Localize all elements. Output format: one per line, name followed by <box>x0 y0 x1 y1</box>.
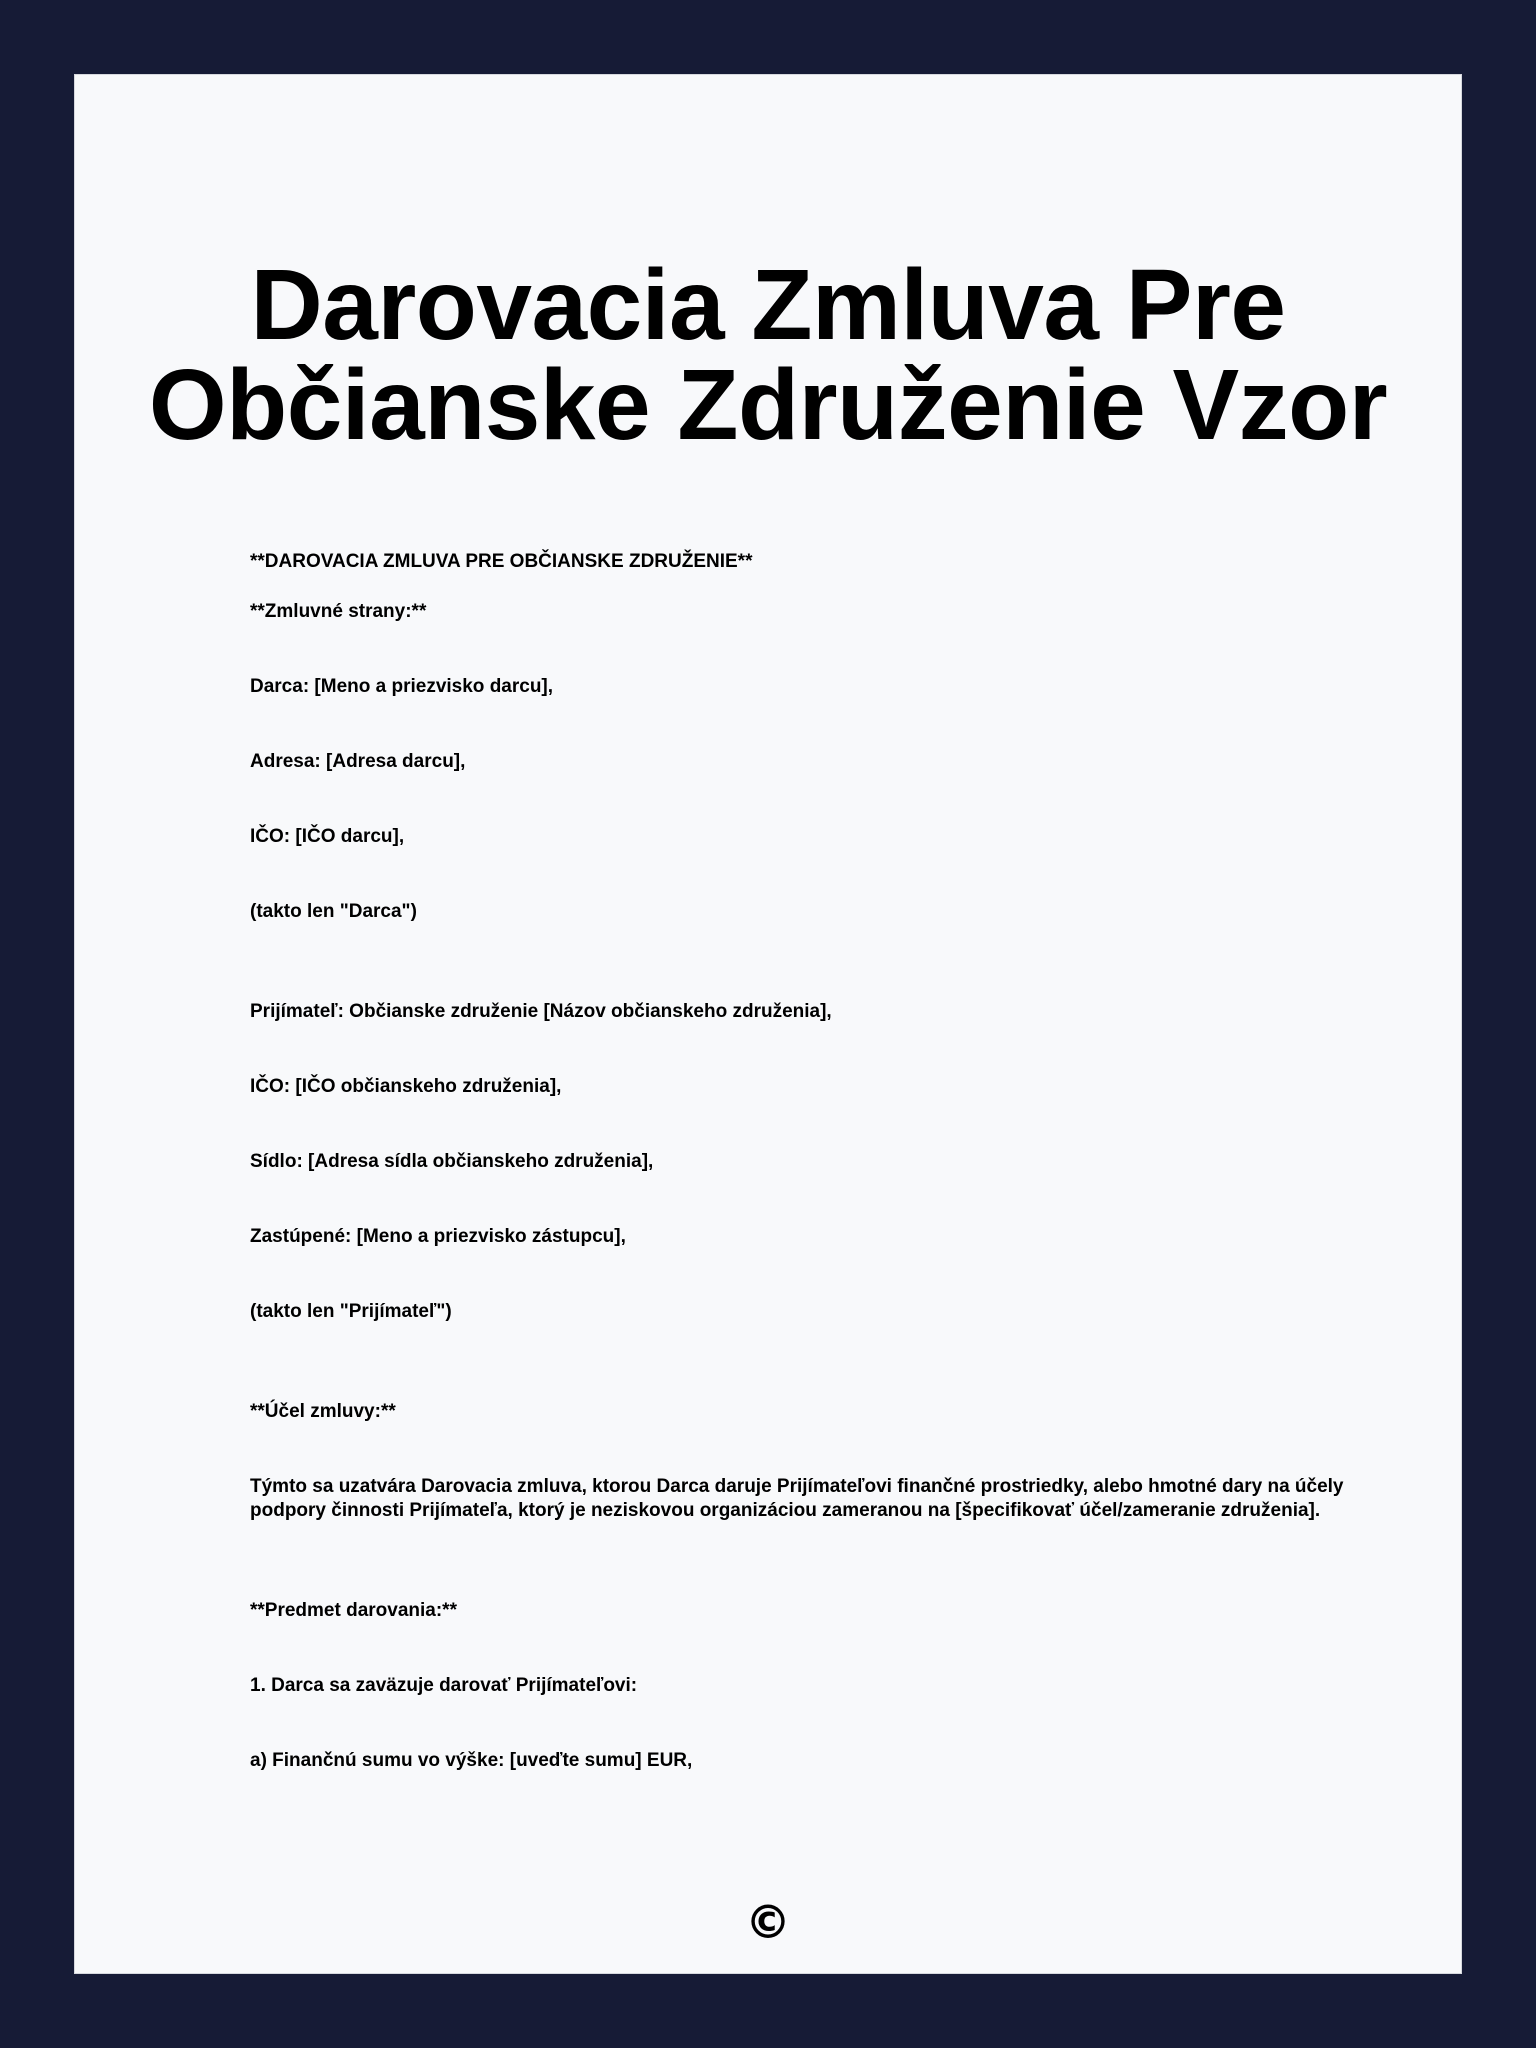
section-subject-heading: **Predmet darovania:** <box>250 1600 457 1621</box>
donor-address-line: Adresa: [Adresa darcu], <box>250 751 466 772</box>
copyright-icon: © <box>745 1895 791 1949</box>
donor-name-line: Darca: [Meno a priezvisko darcu], <box>250 676 554 697</box>
subject-item-1a: a) Finančnú sumu vo výške: [uveďte sumu] EUR, <box>250 1750 693 1771</box>
purpose-paragraph: Týmto sa uzatvára Darovacia zmluva, ktorou Darca daruje Prijímateľovi finančné prostriedky, alebo hmotné dary na účely podpory činnosti Prijímateľa, ktorý je neziskovou organizáciou zameranou na [špecifikovať účel/zameranie združenia]. <box>250 1476 1344 1521</box>
section-purpose-heading: **Účel zmluvy:** <box>250 1401 396 1422</box>
recipient-representative-line: Zastúpené: [Meno a priezvisko zástupcu], <box>250 1226 626 1247</box>
page-title <box>75 249 1461 461</box>
recipient-designation-line: (takto len "Prijímateľ") <box>250 1301 452 1322</box>
section-parties-heading: **Zmluvné strany:** <box>250 601 427 622</box>
donor-ico-line: IČO: [IČO darcu], <box>250 826 405 847</box>
recipient-ico-line: IČO: [IČO občianskeho združenia], <box>250 1076 562 1097</box>
contract-heading: **DAROVACIA ZMLUVA PRE OBČIANSKE ZDRUŽENIE** <box>250 551 753 572</box>
title-line-1: Darovacia Zmluva Pre <box>250 249 1286 361</box>
subject-item-1: 1. Darca sa zaväzuje darovať Prijímateľovi: <box>250 1675 638 1696</box>
donor-designation-line: (takto len "Darca") <box>250 901 417 922</box>
document-page <box>74 74 1462 1974</box>
contract-text <box>250 550 1360 1773</box>
title-line-2: Občianske Združenie Vzor <box>148 349 1388 461</box>
recipient-seat-line: Sídlo: [Adresa sídla občianskeho združenia], <box>250 1151 654 1172</box>
recipient-name-line: Prijímateľ: Občianske združenie [Názov občianskeho združenia], <box>250 1001 832 1022</box>
